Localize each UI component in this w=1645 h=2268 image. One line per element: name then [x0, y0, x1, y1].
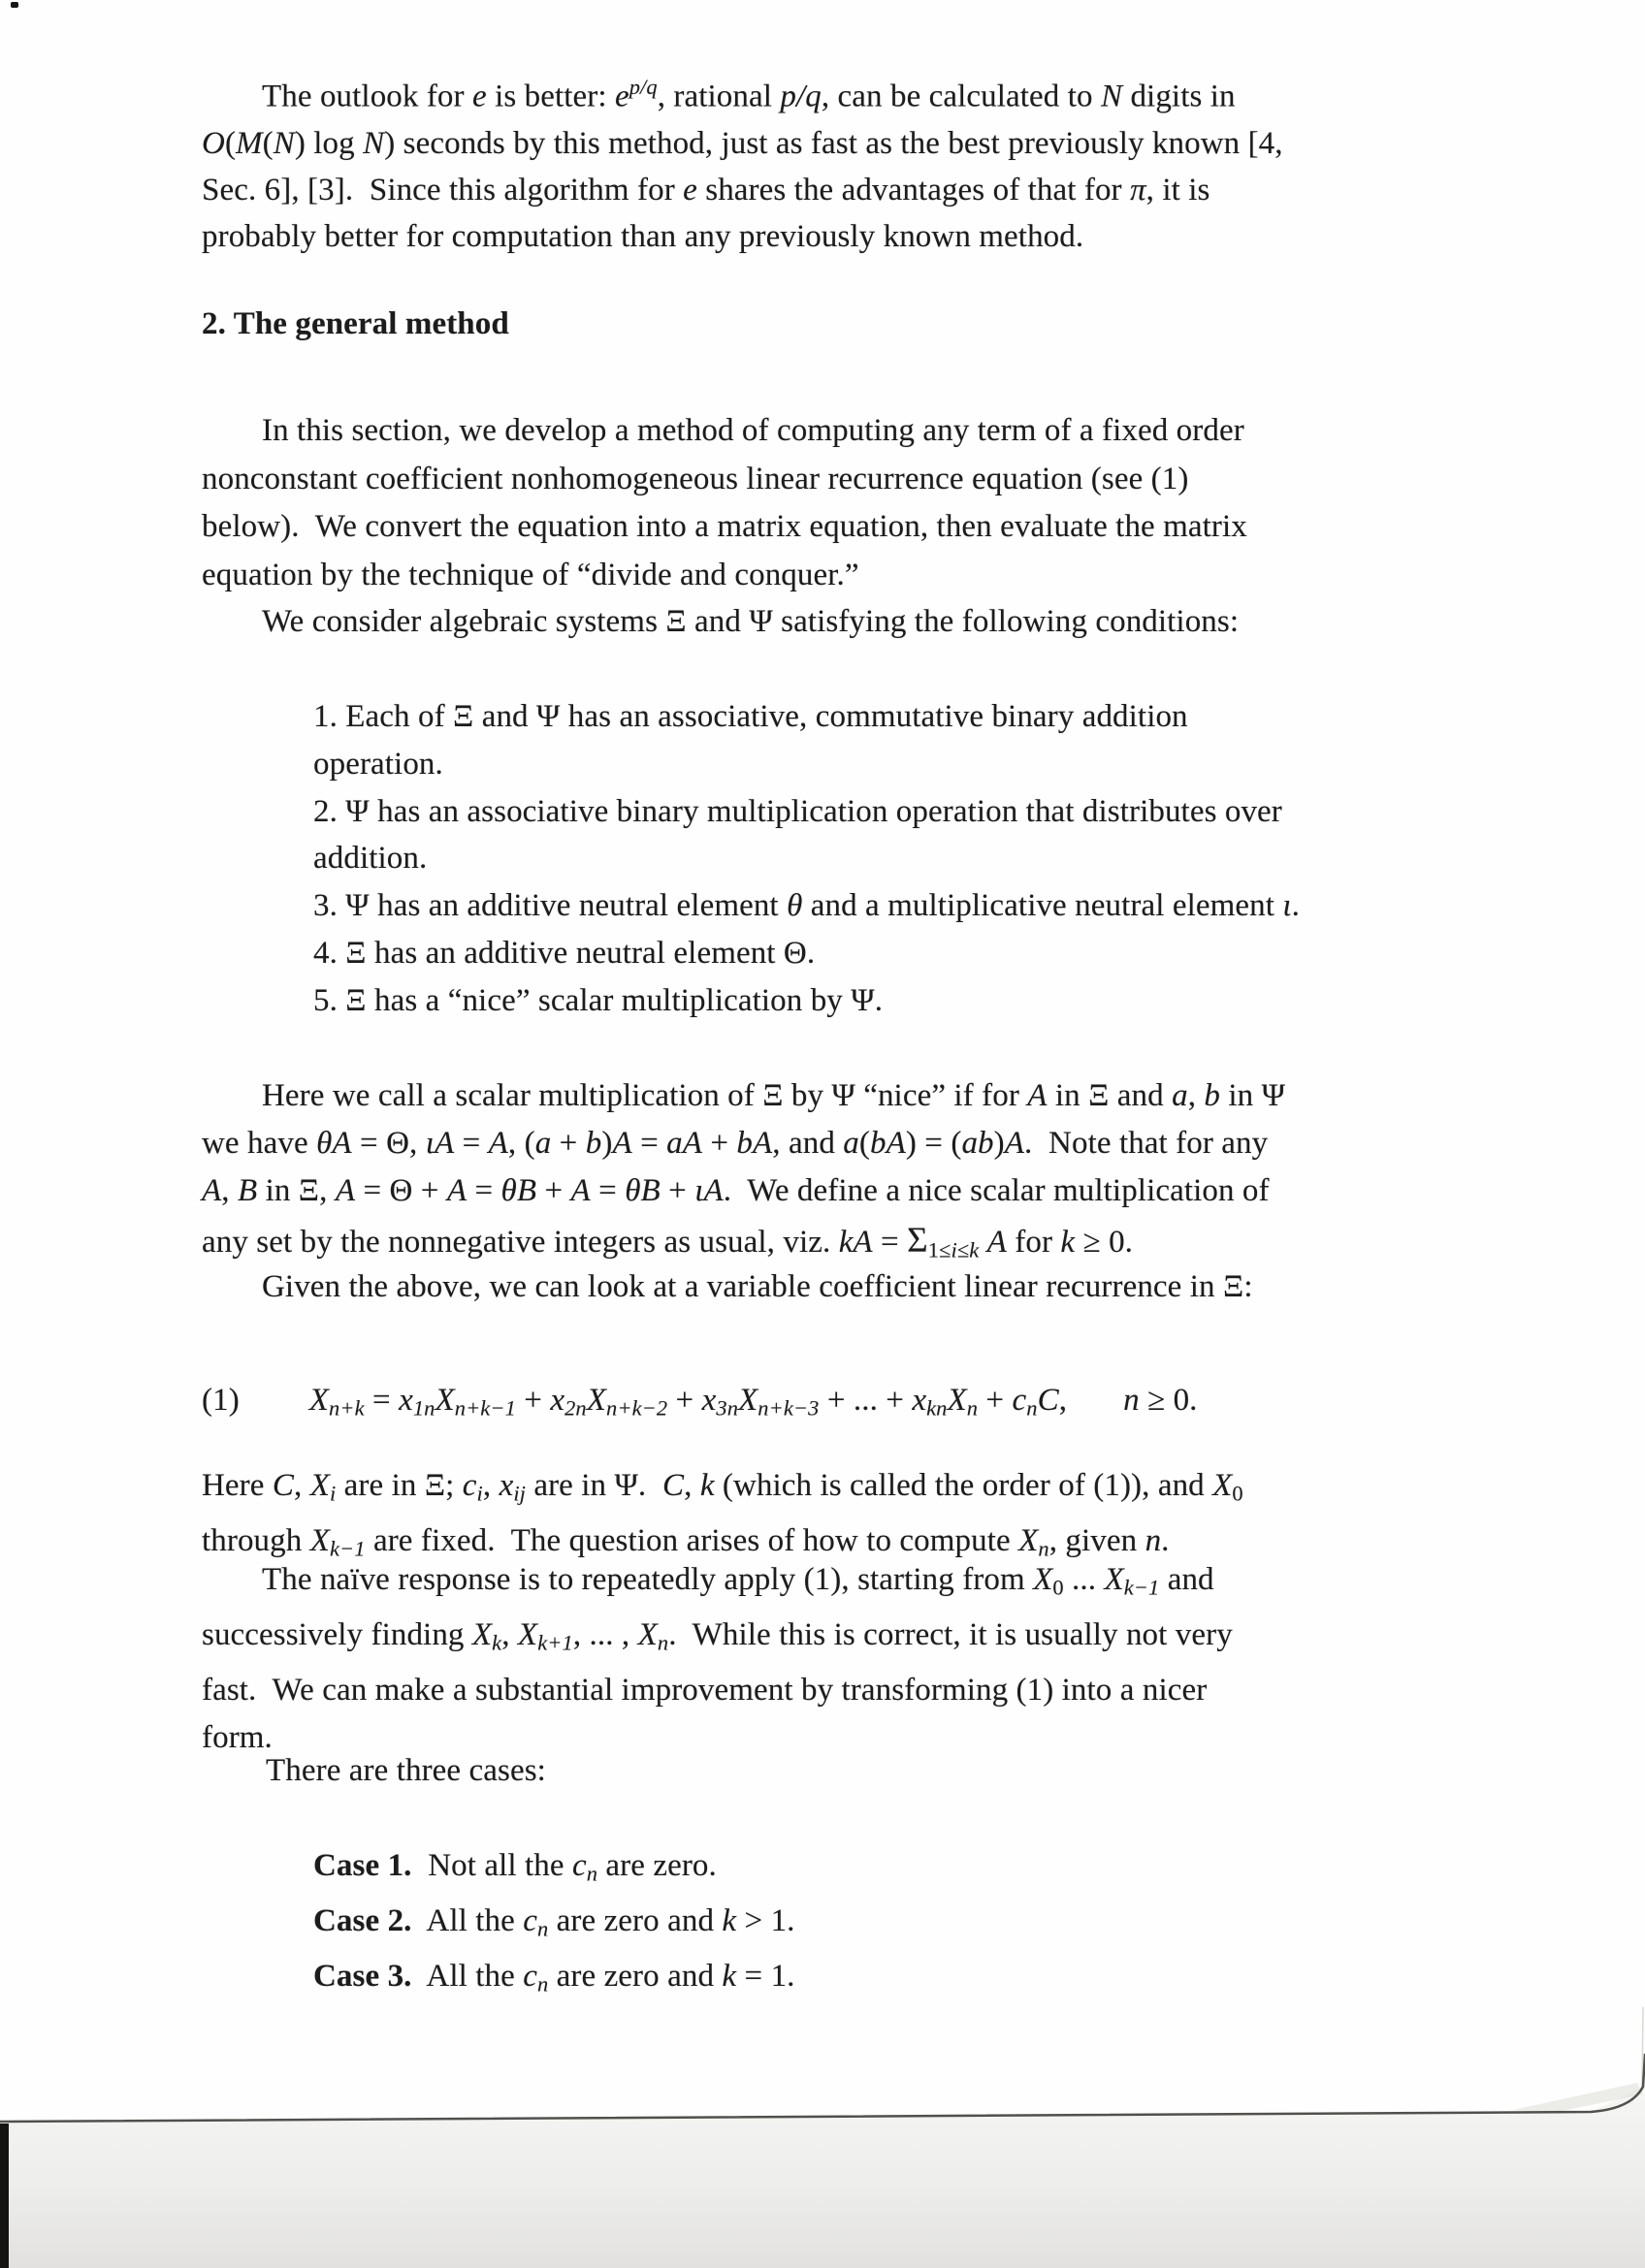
paragraph-here: Here C, $X_i$ are in Ξ; $c_i$, $x_{ij}$ are in Ψ. C, k (which is called the order of (1)), and $X_0$ through $X_{k-1}$ are fixed. The question arises of how to compute $X_n$, given n. — [202, 1468, 1243, 1561]
paragraph-outlook: The outlook for e is better: $e^{p/q}$, rational p/q, can be calculated to N digits in O(M(N) log N) seconds by this method, just as fast as the best previously known [4, Sec. 6], [3]. Since this algorithm for e shares the advantages of that for π, it is probably better for computation than any previously known method. — [202, 75, 1283, 255]
equation-1: (1) $X_{n+k} = x_{1n}X_{n+k-1} + x_{2n}X_{n+k-2} + x_{3n}X_{n+k-3}$ + ... + $x_{kn}X_n + c_nC$, n ≥ 0. — [202, 1383, 1198, 1421]
conditions-list: 1. Each of Ξ and Ψ has an associative, commutative binary addition operation. 2. Ψ has an associative binary multiplication operation that distributes over addition. 3. Ψ has an additive neutral element θ and a multiplicative neutral element ι. 4. Ξ has an additive neutral element Θ. 5. Ξ has a “nice” scalar multiplication by Ψ. — [313, 699, 1300, 1018]
section-heading: 2. The general method — [202, 306, 509, 341]
page-bottom-scan-area — [0, 1997, 1645, 2268]
cases-list: Case 1. Not all the $c_n$ are zero. Case 2. All the $c_n$ are zero and k > 1. Case 3. All the $c_n$ are zero and k = 1. — [313, 1848, 795, 1996]
paragraph-three-cases: There are three cases: — [266, 1753, 546, 1788]
binding-strip — [0, 2124, 9, 2268]
page-paper-bottom — [0, 1997, 1645, 2122]
paragraph-given: Given the above, we can look at a variable coefficient linear recurrence in Ξ: — [262, 1269, 1253, 1304]
paragraph-naive: The naïve response is to repeatedly apply (1), starting from $X_0$ ... $X_{k-1}$ and successively finding $X_k$, $X_{k+1}$, ... , $X_n$. While this is correct, it is usually not very fast. We can make a substantial improvement by transforming (1) into a nicer form. — [202, 1562, 1233, 1755]
paragraph-method: In this section, we develop a method of computing any term of a fixed order nonconstant coefficient nonhomogeneous linear recurrence equation (see (1) below). We convert the equation into a matrix equation, then evaluate the matrix equation by the technique of “divide and conquer.” — [202, 413, 1247, 593]
paragraph-consider: We consider algebraic systems Ξ and Ψ satisfying the following conditions: — [262, 604, 1240, 639]
paragraph-nice: Here we call a scalar multiplication of Ξ by Ψ “nice” if for A in Ξ and a, b in Ψ we have θA = Θ, ιA = A, (a + b)A = aA + bA, and a(bA) = (ab)A. Note that for any A, B in Ξ, A = Θ + A = θB + A = θB + ιA. We define a nice scalar multiplication of any set by the nonnegative integers as usual, viz. kA = $\Sigma_{1\le i\le k}$ A for k ≥ 0. — [202, 1078, 1286, 1262]
scan-speck — [11, 2, 18, 8]
